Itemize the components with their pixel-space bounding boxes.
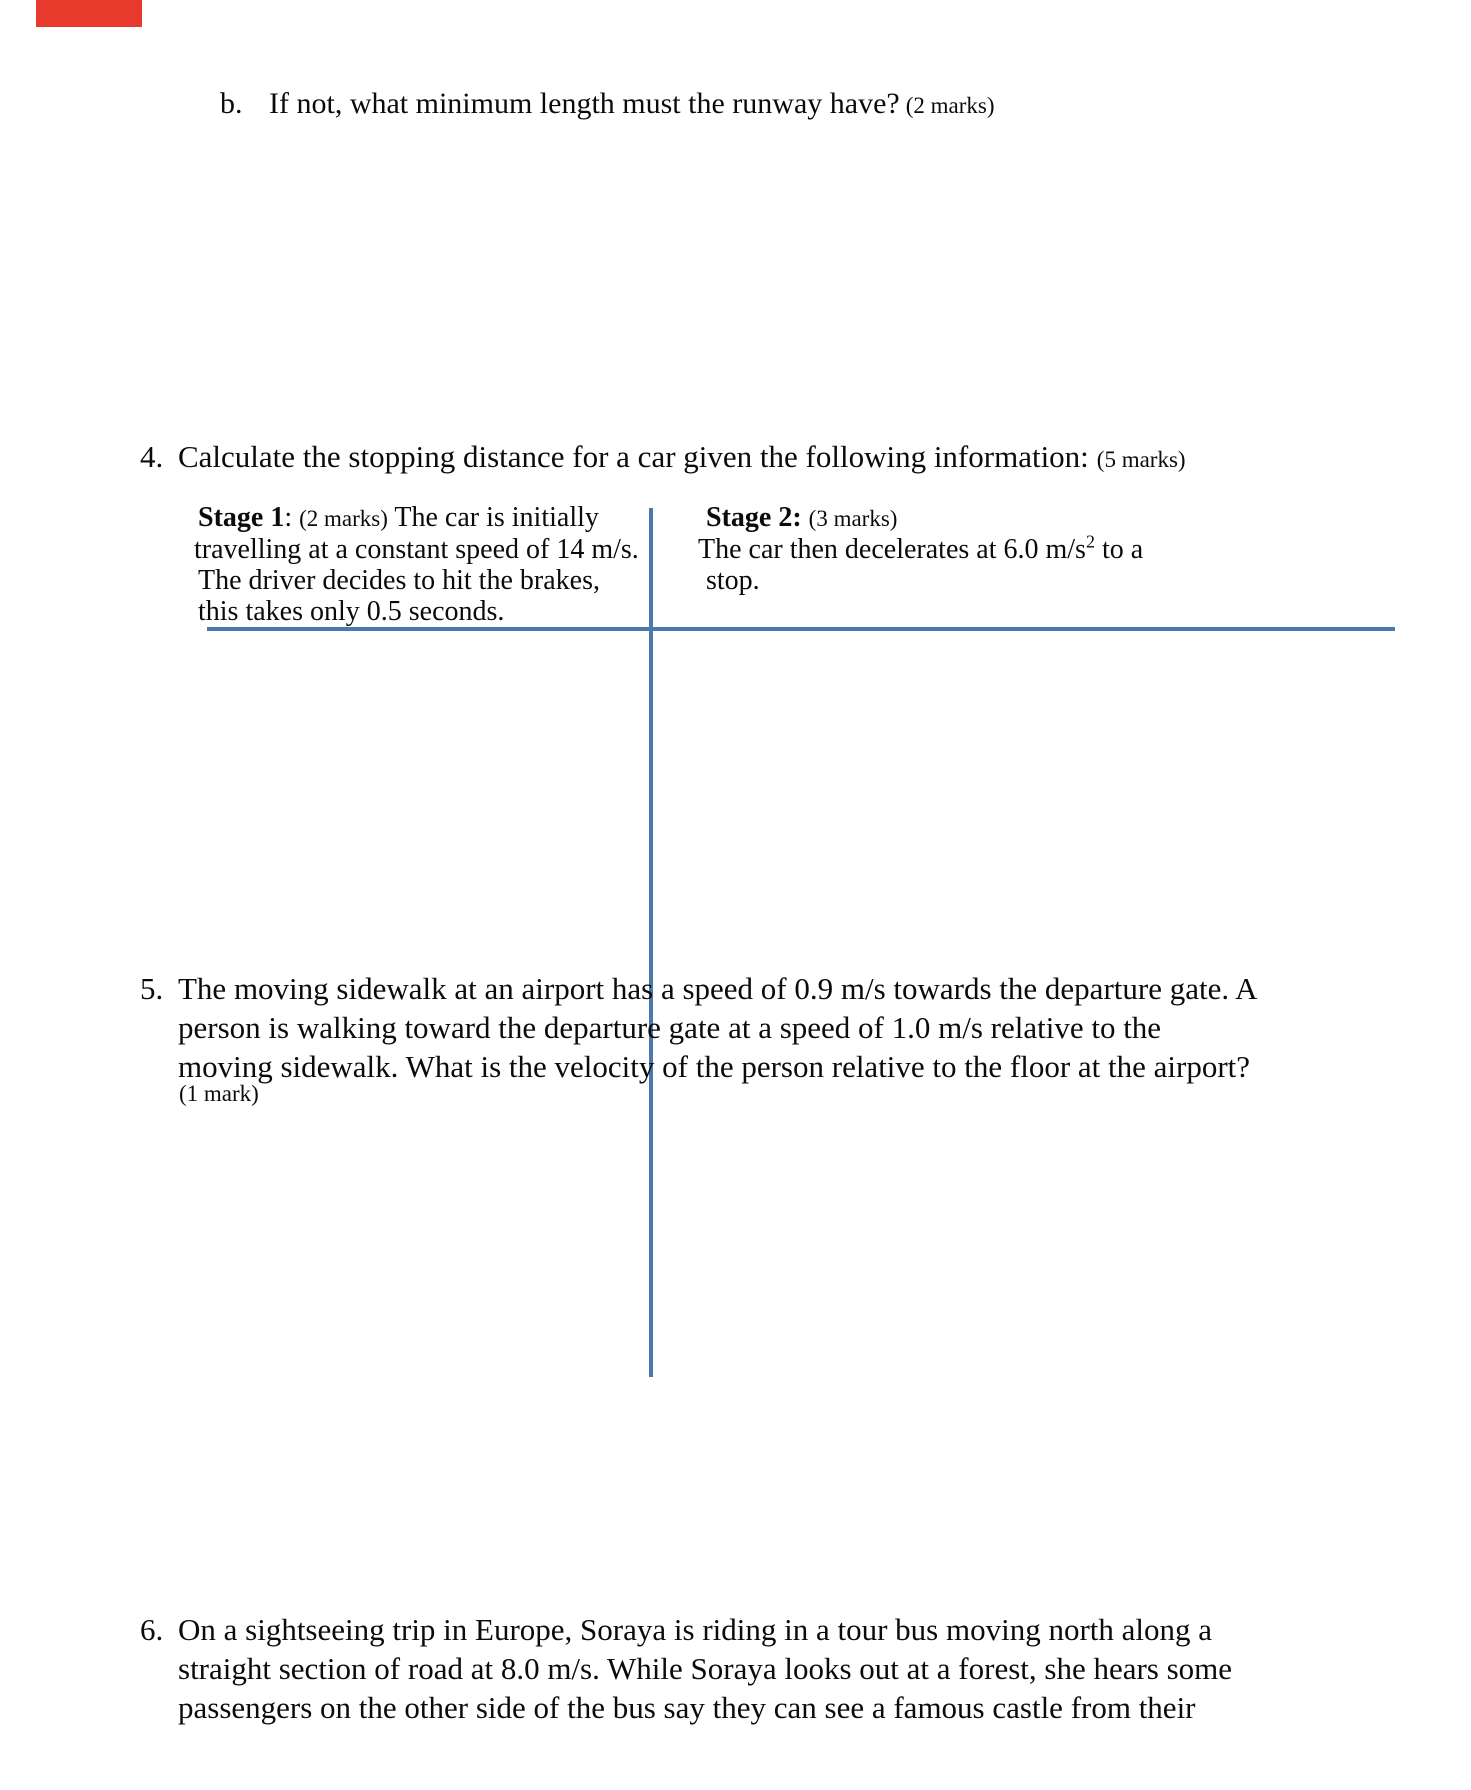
question-b-text: If not, what minimum length must the runway have? (2 marks) [269, 87, 995, 120]
stage1-line2: travelling at a constant speed of 14 m/s. [194, 534, 639, 565]
question-4-text: Calculate the stopping distance for a car given the following information: (5 marks) [178, 439, 1186, 474]
question-5-number: 5. [140, 971, 164, 1006]
question-5-line1: The moving sidewalk at an airport has a speed of 0.9 m/s towards the departure gate. A [178, 971, 1258, 1006]
question-4-number: 4. [140, 439, 164, 474]
stage1-line3: The driver decides to hit the brakes, [198, 565, 600, 596]
stage2-marks: (3 marks) [808, 506, 898, 531]
stage2-line1 [698, 502, 1258, 534]
question-4 [140, 438, 1186, 479]
red-marker [36, 0, 142, 27]
stage2-cell [698, 502, 1258, 596]
question-5-text [178, 969, 1258, 1086]
question-6-line2: straight section of road at 8.0 m/s. While Soraya looks out at a forest, she hears some [178, 1651, 1233, 1686]
stage2-line3: stop. [706, 565, 760, 596]
stage1-line1: Stage 1: (2 marks) The car is initially [198, 502, 599, 533]
question-b [220, 86, 994, 124]
stage2-line2: The car then decelerates at 6.0 $m/s^2$ to a [698, 531, 1144, 565]
stage1-title: Stage 1 [198, 502, 285, 533]
question-5 [140, 969, 1258, 1086]
question-6-line1: On a sightseeing trip in Europe, Soraya is riding in a tour bus moving north along a [178, 1612, 1213, 1647]
stage2-superscript: 2 [1085, 531, 1095, 552]
question-5-marks: (1 mark) [179, 1081, 259, 1106]
question-b-marks: (2 marks) [905, 93, 995, 118]
question-4-marks: (5 marks) [1096, 447, 1186, 472]
table-vertical-rule [649, 508, 653, 1377]
question-6-text [178, 1610, 1232, 1727]
stage1-line4: this takes only 0.5 seconds. [198, 596, 505, 627]
stage1-marks: (2 marks) [299, 506, 388, 531]
question-5-line2: person is walking toward the departure gate at a speed of 1.0 m/s relative to the [178, 1010, 1162, 1045]
question-b-label: b. [220, 87, 243, 120]
question-5-line3: moving sidewalk. What is the velocity of the person relative to the floor at the airport? [178, 1049, 1251, 1084]
stage2-title: Stage 2: [706, 502, 802, 533]
question-6-number: 6. [140, 1612, 164, 1647]
stage1-cell [194, 502, 653, 627]
question-6-line3: passengers on the other side of the bus say they can see a famous castle from their [178, 1690, 1196, 1725]
table-horizontal-rule [207, 627, 1395, 631]
question-6 [140, 1610, 1232, 1727]
